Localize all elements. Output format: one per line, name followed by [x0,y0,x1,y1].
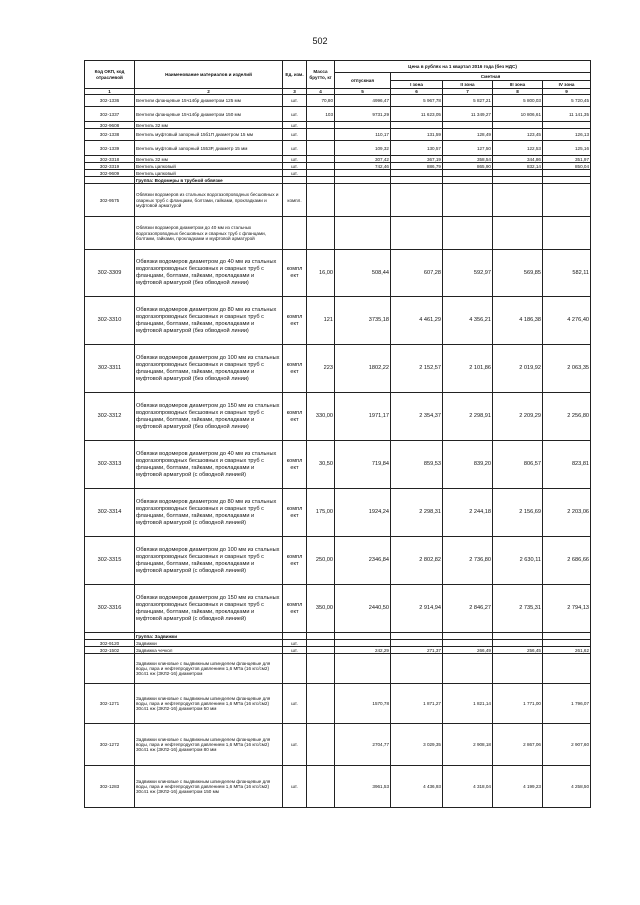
unit-cell: шт. [283,129,307,141]
name-cell: Обвязки водомеров диаметром до 80 мм из стальных водогазопроводных бесшовных и сварных труб с фланцами, болтами, гайками, прокладками и муфтовой арматурой (без обводной линии) [135,297,283,345]
release-price-cell: 2704,77 [335,724,391,766]
name-cell: Обвязки водомеров диаметром до 40 мм из стальных водогазопроводных бесшовных и сварных труб с фланцами, болтами, гайками, прокладками и муфтовой арматурой (без обводной линии) [135,250,283,297]
zone-4-price-cell [543,170,591,177]
release-price-cell: 2346,84 [335,537,391,585]
code-cell: 302-9575 [85,184,135,217]
zone-1-price-cell: 367,19 [391,156,443,163]
zone-1-price-cell [391,654,443,684]
unit-cell: шт. [283,640,307,647]
zone-2-price-cell [443,217,493,250]
zone-1-price-cell: 2 298,31 [391,489,443,537]
mass-cell [307,163,335,170]
unit-cell [283,654,307,684]
unit-cell: шт. [283,170,307,177]
empty-cell [307,633,335,640]
col-number: 4 [307,89,335,95]
code-cell: 302-3319 [85,163,135,170]
name-cell: Обвязки водомеров диаметром до 40 мм из стальных водогазопроводных бесшовных и сварных труб с фланцами, болтами, гайками, прокладками и муфтовой арматурой [135,217,283,250]
zone-2-price-cell: 127,50 [443,141,493,156]
zone-4-price-cell: 582,11 [543,250,591,297]
mass-cell [307,217,335,250]
table-row [85,441,591,489]
zone-3-price-cell [493,184,543,217]
zone-1-price-cell [391,184,443,217]
release-price-cell [335,184,391,217]
unit-cell: шт. [283,107,307,122]
name-cell: Вентили фланцевые 15ч14бр диаметром 125 мм [135,95,283,107]
zone-2-price-cell [443,170,493,177]
zone-2-price-cell [443,122,493,129]
empty-cell [443,633,493,640]
unit-cell: шт. [283,766,307,808]
name-cell: Вентиль цапковый [135,163,283,170]
release-price-cell: 110,17 [335,129,391,141]
page-number: 502 [312,36,328,46]
col-number: 6 [391,89,443,95]
mass-cell [307,141,335,156]
code-cell: 302-9608 [85,122,135,129]
mass-cell [307,654,335,684]
table-row [85,107,591,122]
release-price-cell: 1971,17 [335,393,391,441]
name-cell: Задвижка чечкол [135,647,283,654]
zone-2-price-cell: 2 101,86 [443,345,493,393]
zone-4-price-cell: 850,04 [543,163,591,170]
release-price-cell: 719,84 [335,441,391,489]
group-title: Группа: Задвижки [135,633,283,640]
mass-cell [307,766,335,808]
table-row [85,156,591,163]
code-cell: 302-3310 [85,297,135,345]
zone-3-price-cell: 2 735,31 [493,585,543,633]
name-cell: Вентиль 32 мм [135,156,283,163]
zone-1-price-cell: 4 436,93 [391,766,443,808]
zone-3-price-cell: 256,45 [493,647,543,654]
table-row [85,163,591,170]
unit-cell: компл ект [283,537,307,585]
release-price-cell: 109,32 [335,141,391,156]
release-price-cell [335,217,391,250]
code-cell: 302-1337 [85,107,135,122]
mass-cell [307,647,335,654]
zone-1-price-cell: 859,53 [391,441,443,489]
unit-cell: компл. [283,184,307,217]
zone-1-price-cell [391,640,443,647]
unit-cell: компл ект [283,345,307,393]
header-release: отпускная [335,73,391,89]
price-table [84,60,591,808]
table-row [85,170,591,177]
col-number: 5 [335,89,391,95]
zone-3-price-cell: 123,45 [493,129,543,141]
mass-cell: 16,00 [307,250,335,297]
zone-1-price-cell [391,122,443,129]
zone-4-price-cell: 823,81 [543,441,591,489]
table-row [85,585,591,633]
header-zone-1: I зона [391,81,443,89]
unit-cell: шт. [283,724,307,766]
zone-3-price-cell [493,170,543,177]
code-cell: 302-1338 [85,129,135,141]
zone-4-price-cell: 4 276,40 [543,297,591,345]
release-price-cell: 4996,47 [335,95,391,107]
zone-1-price-cell: 2 914,94 [391,585,443,633]
table-row [85,141,591,156]
name-cell: Задвижки клиновые с выдвижным шпинделем фланцевые для воды, пара и нефтепродуктов давлением 1,6 МПа (16 кгс/см2) 30с41 нж (ЗКЛ2-16) диаметром 150 мм [135,766,283,808]
col-number: 7 [443,89,493,95]
name-cell: Обвязки водомеров диаметром до 40 мм из стальных водогазопроводных бесшовных и сварных труб с фланцами, болтами, гайками, прокладками и муфтовой арматурой (с обводной линией) [135,441,283,489]
empty-cell [391,177,443,184]
release-price-cell: 742,46 [335,163,391,170]
zone-4-price-cell: 4 258,50 [543,766,591,808]
mass-cell: 350,00 [307,585,335,633]
zone-1-price-cell: 3 029,35 [391,724,443,766]
table-row [85,537,591,585]
zone-4-price-cell: 261,62 [543,647,591,654]
mass-cell [307,724,335,766]
code-cell: 302-9609 [85,170,135,177]
release-price-cell: 307,42 [335,156,391,163]
unit-cell: компл ект [283,297,307,345]
table-row [85,766,591,808]
release-price-cell: 3961,53 [335,766,391,808]
table-row [85,122,591,129]
unit-cell: компл ект [283,441,307,489]
zone-2-price-cell: 1 821,14 [443,684,493,724]
mass-cell: 103 [307,107,335,122]
unit-cell: компл ект [283,489,307,537]
code-cell: 302-1272 [85,724,135,766]
unit-cell [283,217,307,250]
zone-3-price-cell [493,122,543,129]
col-number: 2 [135,89,283,95]
mass-cell [307,184,335,217]
name-cell: Обвязки водомеров диаметром до 100 мм из стальных водогазопроводных бесшовных и сварных труб с фланцами, болтами, гайками, прокладками и муфтовой арматурой (с обводной линией) [135,537,283,585]
mass-cell [307,170,335,177]
zone-2-price-cell: 2 908,18 [443,724,493,766]
zone-4-price-cell: 5 720,45 [543,95,591,107]
code-cell: 302-1336 [85,95,135,107]
zone-4-price-cell: 1 796,07 [543,684,591,724]
empty-cell [283,633,307,640]
code-cell: 302-9120 [85,640,135,647]
empty-cell [493,177,543,184]
zone-3-price-cell: 10 806,61 [493,107,543,122]
unit-cell: шт. [283,156,307,163]
group-title: Группа: Водомеры в трубной обвязке [135,177,283,184]
code-cell [85,654,135,684]
name-cell: Вентиль цапковый [135,170,283,177]
zone-3-price-cell: 4 186,38 [493,297,543,345]
zone-2-price-cell: 865,90 [443,163,493,170]
name-cell: Обвязки водомеров из стальных водогазопроводных бесшовных и сварных труб с фланцами, болтами, гайками, прокладками и муфтовой арматурой [135,184,283,217]
empty-cell [335,177,391,184]
zone-4-price-cell: 351,97 [543,156,591,163]
name-cell: Вентили фланцевые 15ч14бр диаметром 150 мм [135,107,283,122]
header-estimate: Сметная [391,73,591,81]
zone-4-price-cell: 2 063,35 [543,345,591,393]
table-row [85,129,591,141]
name-cell: Задвижки клиновые с выдвижным шпинделем фланцевые для воды, пара и нефтепродуктов давлением 1,6 МПа (16 кгс/см2) 30с41 нж (ЗКЛ2-16) диаметром [135,654,283,684]
table-row [85,647,591,654]
table-row [85,393,591,441]
release-price-cell: 2440,50 [335,585,391,633]
zone-2-price-cell: 2 846,27 [443,585,493,633]
zone-2-price-cell: 4 356,21 [443,297,493,345]
mass-cell: 121 [307,297,335,345]
code-cell: 302-3312 [85,393,135,441]
zone-2-price-cell: 4 318,04 [443,766,493,808]
mass-cell: 30,50 [307,441,335,489]
zone-4-price-cell: 11 141,35 [543,107,591,122]
name-cell: Задвижки [135,640,283,647]
release-price-cell: 1802,22 [335,345,391,393]
zone-4-price-cell [543,654,591,684]
unit-cell: шт. [283,141,307,156]
release-price-cell: 508,44 [335,250,391,297]
zone-3-price-cell: 832,14 [493,163,543,170]
header-price-group: Цена в рублях на 1 квартал 2016 года (без НДС) [335,61,591,73]
name-cell: Задвижки клиновые с выдвижным шпинделем фланцевые для воды, пара и нефтепродуктов давлением 1,6 МПа (16 кгс/см2) 30с41 нж (ЗКЛ2-16) диаметром 50 мм [135,684,283,724]
zone-4-price-cell: 2 256,80 [543,393,591,441]
release-price-cell: 1570,78 [335,684,391,724]
code-cell: 302-3311 [85,345,135,393]
name-cell: Вентиль муфтовый запорный 1553Р, диаметр 15 мм [135,141,283,156]
col-number: 3 [283,89,307,95]
zone-2-price-cell: 266,49 [443,647,493,654]
name-cell: Вентиль 32 мм [135,122,283,129]
zone-1-price-cell [391,217,443,250]
zone-3-price-cell: 344,86 [493,156,543,163]
zone-2-price-cell: 2 298,91 [443,393,493,441]
code-cell: 302-3313 [85,441,135,489]
zone-1-price-cell: 131,59 [391,129,443,141]
code-cell [85,633,135,640]
table-row [85,250,591,297]
zone-3-price-cell: 2 019,92 [493,345,543,393]
header-code: Код ОКП, код отраслевой [85,61,135,89]
header-name: Наименование материалов и изделий [135,61,283,89]
unit-cell: шт. [283,684,307,724]
release-price-cell: 242,29 [335,647,391,654]
zone-4-price-cell: 2 686,66 [543,537,591,585]
empty-cell [391,633,443,640]
zone-1-price-cell: 2 802,82 [391,537,443,585]
table-row [85,640,591,647]
zone-4-price-cell: 2 203,06 [543,489,591,537]
empty-cell [335,633,391,640]
unit-cell: шт. [283,163,307,170]
table-row [85,95,591,107]
code-cell [85,217,135,250]
zone-3-price-cell [493,217,543,250]
mass-cell: 175,00 [307,489,335,537]
group-row [85,177,591,184]
zone-2-price-cell: 5 827,21 [443,95,493,107]
zone-4-price-cell [543,184,591,217]
table-row [85,217,591,250]
unit-cell: шт. [283,122,307,129]
zone-3-price-cell: 2 156,69 [493,489,543,537]
zone-1-price-cell: 607,28 [391,250,443,297]
code-cell: 302-1283 [85,766,135,808]
empty-cell [443,177,493,184]
unit-cell: компл ект [283,250,307,297]
mass-cell: 250,00 [307,537,335,585]
code-cell: 302-3309 [85,250,135,297]
header-unit: Ед. изм. [283,61,307,89]
mass-cell [307,129,335,141]
zone-3-price-cell: 4 199,23 [493,766,543,808]
zone-4-price-cell [543,217,591,250]
group-row [85,633,591,640]
code-cell: 302-3315 [85,537,135,585]
zone-1-price-cell: 886,79 [391,163,443,170]
header-zone-3: III зона [493,81,543,89]
name-cell: Обвязки водомеров диаметром до 150 мм из стальных водогазопроводных бесшовных и сварных труб с фланцами, болтами, гайками, прокладками и муфтовой арматурой (с обводной линией) [135,585,283,633]
release-price-cell: 1924,24 [335,489,391,537]
mass-cell [307,156,335,163]
header-mass: Масса брутто, кг [307,61,335,89]
code-cell: 302-3314 [85,489,135,537]
zone-2-price-cell: 592,97 [443,250,493,297]
zone-1-price-cell: 2 354,37 [391,393,443,441]
empty-cell [543,633,591,640]
zone-3-price-cell: 122,53 [493,141,543,156]
zone-1-price-cell: 11 623,05 [391,107,443,122]
unit-cell: компл ект [283,585,307,633]
col-number: 8 [493,89,543,95]
zone-2-price-cell [443,640,493,647]
zone-4-price-cell: 2 794,13 [543,585,591,633]
zone-3-price-cell: 2 867,06 [493,724,543,766]
release-price-cell: 3735,18 [335,297,391,345]
col-number: 1 [85,89,135,95]
zone-4-price-cell: 125,16 [543,141,591,156]
code-cell: 302-3316 [85,585,135,633]
mass-cell: 330,00 [307,393,335,441]
zone-1-price-cell: 4 461,29 [391,297,443,345]
zone-3-price-cell [493,654,543,684]
name-cell: Обвязки водомеров диаметром до 150 мм из стальных водогазопроводных бесшовных и сварных труб с фланцами, болтами, гайками, прокладками и муфтовой арматурой (без обводной линии) [135,393,283,441]
name-cell: Обвязки водомеров диаметром до 80 мм из стальных водогазопроводных бесшовных и сварных труб с фланцами, болтами, гайками, прокладками и муфтовой арматурой (с обводной линией) [135,489,283,537]
code-cell: 302-1271 [85,684,135,724]
empty-cell [493,633,543,640]
unit-cell: шт. [283,647,307,654]
zone-1-price-cell: 271,37 [391,647,443,654]
mass-cell [307,640,335,647]
zone-1-price-cell: 1 871,27 [391,684,443,724]
table-row [85,345,591,393]
zone-3-price-cell [493,640,543,647]
unit-cell: компл ект [283,393,307,441]
table-row [85,724,591,766]
empty-cell [543,177,591,184]
zone-3-price-cell: 569,85 [493,250,543,297]
code-cell [85,177,135,184]
zone-2-price-cell: 128,49 [443,129,493,141]
name-cell: Вентиль муфтовый запорный 15б1П диаметром 15 мм [135,129,283,141]
mass-cell: 70,80 [307,95,335,107]
zone-2-price-cell [443,654,493,684]
name-cell: Задвижки клиновые с выдвижным шпинделем фланцевые для воды, пара и нефтепродуктов давлением 1,6 МПа (16 кгс/см2) 30с41 нж (ЗКЛ2-16) диаметром 80 мм [135,724,283,766]
release-price-cell [335,654,391,684]
zone-4-price-cell: 2 907,60 [543,724,591,766]
table-row [85,184,591,217]
zone-3-price-cell: 2 630,11 [493,537,543,585]
mass-cell: 223 [307,345,335,393]
zone-3-price-cell: 5 800,03 [493,95,543,107]
empty-cell [307,177,335,184]
col-number: 9 [543,89,591,95]
zone-3-price-cell: 1 771,00 [493,684,543,724]
header-zone-4: IV зона [543,81,591,89]
zone-2-price-cell: 839,20 [443,441,493,489]
zone-1-price-cell: 5 967,78 [391,95,443,107]
release-price-cell [335,170,391,177]
release-price-cell [335,122,391,129]
table-row [85,297,591,345]
zone-2-price-cell: 2 244,18 [443,489,493,537]
zone-2-price-cell: 358,54 [443,156,493,163]
zone-1-price-cell: 130,57 [391,141,443,156]
empty-cell [283,177,307,184]
unit-cell: шт. [283,95,307,107]
code-cell: 302-3318 [85,156,135,163]
zone-4-price-cell [543,122,591,129]
release-price-cell [335,640,391,647]
header-zone-2: II зона [443,81,493,89]
code-cell: 302-1502 [85,647,135,654]
table-row [85,489,591,537]
zone-4-price-cell: 126,13 [543,129,591,141]
release-price-cell: 9731,29 [335,107,391,122]
mass-cell [307,122,335,129]
name-cell: Обвязки водомеров диаметром до 100 мм из стальных водогазопроводных бесшовных и сварных труб с фланцами, болтами, гайками, прокладками и муфтовой арматурой (без обводной линии) [135,345,283,393]
zone-1-price-cell: 2 152,57 [391,345,443,393]
zone-1-price-cell [391,170,443,177]
zone-2-price-cell [443,184,493,217]
mass-cell [307,684,335,724]
zone-3-price-cell: 2 209,29 [493,393,543,441]
zone-2-price-cell: 2 736,80 [443,537,493,585]
code-cell: 302-1339 [85,141,135,156]
zone-3-price-cell: 806,57 [493,441,543,489]
zone-2-price-cell: 11 349,27 [443,107,493,122]
table-row [85,654,591,684]
table-row [85,684,591,724]
zone-4-price-cell [543,640,591,647]
